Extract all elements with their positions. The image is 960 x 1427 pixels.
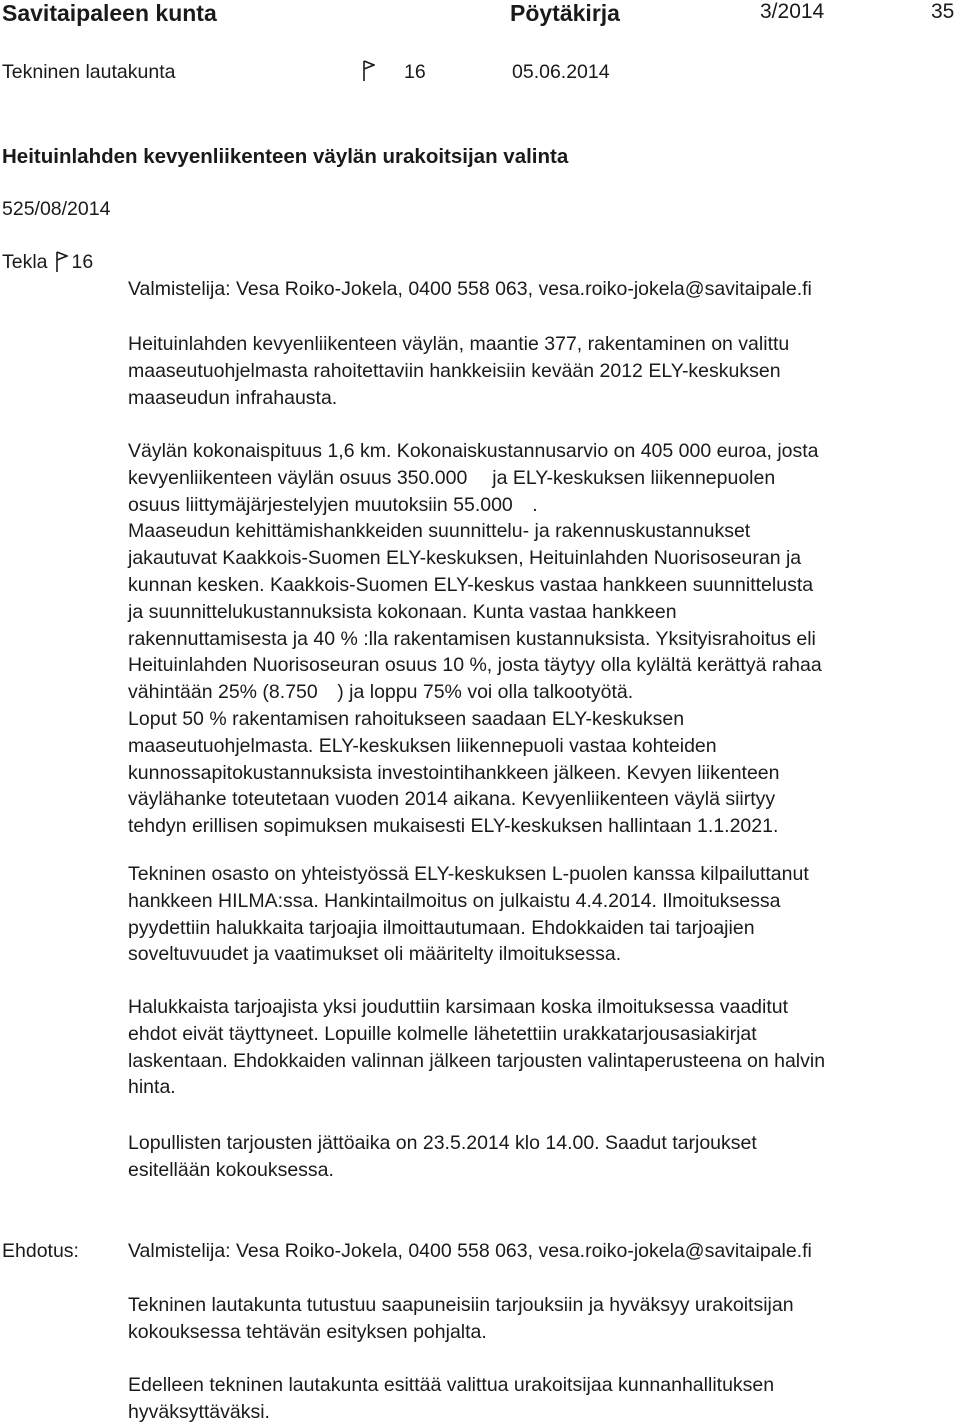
text-line: hankkeen HILMA:ssa. Hankintailmoitus on julkaistu 4.4.2014. Ilmoituksessa [128,889,781,912]
text-line: kunnossapitokustannuksista investointihankkeen jälkeen. Kevyen liikenteen [128,761,780,784]
tekla-label: Tekla [2,251,48,273]
text-line: Väylän kokonaispituus 1,6 km. Kokonaiskustannusarvio on 405 000 euroa, josta [128,440,819,462]
text-line [128,492,958,519]
proposal-label: Ehdotus: [2,1240,79,1262]
text-fragment: . [532,493,538,516]
tekla-reference [2,251,93,274]
text-line: Tekninen lautakunta tutustuu saapuneisiin tarjouksiin ja hyväksyy urakoitsijan [128,1294,794,1316]
document-type: Pöytäkirja [510,0,620,26]
text-line: pyydettiin halukkaita tarjoajia ilmoittautumaan. Ehdokkaiden tai tarjoajien [128,916,755,939]
issue-number: 3/2014 [760,0,825,23]
text-line: kokouksessa tehtävän esityksen pohjalta. [128,1320,487,1343]
section-sign-icon [361,60,375,88]
text-line: maaseudun infrahausta. [128,386,338,409]
paragraph-deadline [128,1130,958,1184]
reference-number: 525/08/2014 [2,198,111,220]
text-line: väylähanke toteutetaan vuoden 2014 aikana. Kevyenliikenteen väylä siirtyy [128,788,776,811]
missing-glyph-icon [467,467,487,489]
text-line: esitellään kokouksessa. [128,1158,334,1181]
tekla-number: 16 [71,251,94,273]
meeting-date: 05.06.2014 [512,61,610,83]
text-line: rakennuttamisesta ja 40 % :lla rakentamisen kustannuksista. Yksityisrahoitus eli [128,627,816,650]
text-line: maaseutuohjelmasta rahoitettaviin hankkeisiin kevään 2012 ELY-keskuksen [128,359,781,382]
text-line: maaseutuohjelmasta. ELY-keskuksen liikennepuoli vastaa kohteiden [128,734,717,757]
text-line: kunnan kesken. Kaakkois-Suomen ELY-keskus vastaa hankkeen suunnittelusta [128,573,814,596]
page-title: Heituinlahden kevyenliikenteen väylän urakoitsijan valinta [2,145,569,168]
text-fragment: ) ja loppu 75% voi olla talkootyötä. [337,681,634,704]
paragraph-bidders [128,994,958,1101]
text-fragment: ja ELY-keskuksen liikennepuolen [486,466,776,489]
text-line: soveltuvuudet ja vaatimukset oli määritelty ilmoituksessa. [128,943,622,966]
text-line: jakautuvat Kaakkois-Suomen ELY-keskuksen, Heituinlahden Nuorisoseuran ja [128,547,802,570]
proposal-preparer-line: Valmistelija: Vesa Roiko-Jokela, 0400 558 063, vesa.roiko-jokela@savitaipale.fi [128,1240,812,1262]
page-number: 35 [931,0,955,23]
text-fragment: osuus liittymäjärjestelyjen muutoksiin 55.000 [128,493,513,516]
text-line [128,679,958,706]
text-line: laskentaan. Ehdokkaiden valinnan jälkeen tarjousten valintaperusteena on halvin [128,1049,826,1072]
board-name: Tekninen lautakunta [2,61,176,83]
paragraph-procurement [128,861,958,968]
section-number: 16 [404,61,426,83]
text-line: Edelleen tekninen lautakunta esittää valittua urakoitsijaa kunnanhallituksen [128,1374,775,1396]
text-line: hinta. [128,1076,176,1099]
text-fragment: vähintään 25% (8.750 [128,681,318,704]
text-line: hyväksyttäväksi. [128,1400,270,1423]
text-line: Maaseudun kehittämishankkeiden suunnittelu- ja rakennuskustannukset [128,520,751,543]
municipality-name: Savitaipaleen kunta [2,0,217,26]
missing-glyph-icon [318,681,338,703]
text-line: Halukkaista tarjoajista yksi jouduttiin karsimaan koska ilmoituksessa vaaditut [128,996,789,1018]
text-line: Heituinlahden kevyenliikenteen väylän, maantie 377, rakentaminen on valittu [128,333,790,355]
proposal-paragraph-2 [128,1372,958,1426]
missing-glyph-icon [513,494,533,516]
text-line: Lopullisten tarjousten jättöaika on 23.5.2014 klo 14.00. Saadut tarjoukset [128,1132,757,1154]
text-line: ehdot eivät täyttyneet. Lopuille kolmelle lähetettiin urakkatarjousasiakirjat [128,1022,757,1045]
text-line [128,465,958,492]
text-line: Tekninen osasto on yhteistyössä ELY-keskuksen L-puolen kanssa kilpailuttanut [128,863,809,885]
text-line: ja suunnittelukustannuksista kokonaan. Kunta vastaa hankkeen [128,600,677,623]
paragraph-intro [128,331,958,411]
text-line: Heituinlahden Nuorisoseuran osuus 10 %, josta täytyy olla kylältä kerättyä rahaa [128,654,822,677]
text-line: Loput 50 % rakentamisen rahoitukseen saadaan ELY-keskuksen [128,707,685,730]
section-sign-icon [54,251,68,271]
preparer-line: Valmistelija: Vesa Roiko-Jokela, 0400 558 063, vesa.roiko-jokela@savitaipale.fi [128,278,812,300]
proposal-paragraph-1 [128,1292,958,1346]
text-fragment: kevyenliikenteen väylän osuus 350.000 [128,466,468,489]
paragraph-costs [128,438,958,840]
text-line: tehdyn erillisen sopimuksen mukaisesti ELY-keskuksen hallintaan 1.1.2021. [128,815,779,838]
